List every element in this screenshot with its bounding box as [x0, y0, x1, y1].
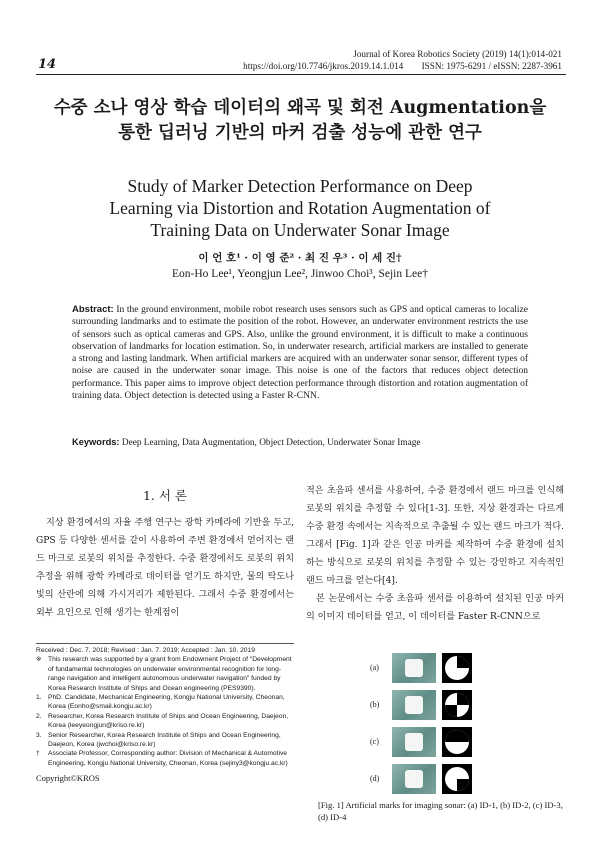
- sonar-image: [392, 690, 436, 720]
- figure-row-b: [370, 689, 500, 720]
- marker-id4-image: [442, 764, 472, 794]
- keywords: [72, 437, 528, 448]
- keywords-label: Keywords:: [72, 437, 120, 447]
- figure-label: (a): [370, 663, 379, 672]
- figure-label: (c): [370, 737, 379, 746]
- received-dates: Received : Dec. 7. 2018; Revised : Jan. 7. 2019; Accepted : Jan. 10. 2019: [36, 647, 255, 654]
- korean-title-line2: 통한 딥러닝 기반의 마커 검출 성능에 관한 연구: [118, 123, 482, 143]
- funding-note: ※ This research was supported by a grant from Endowment Project of "Development of fundamental technologies on underwater environmental recognition for long-range navigation and intelligent autonomous underwater navigation" funded by Korea Research Institute of Ships and Ocean engineering (PES9390).: [36, 656, 292, 692]
- right-column-text: [306, 482, 564, 626]
- affiliation-4: † Associate Professor, Corresponding author: Division of Mechanical & Automotive Engineering, Kongju National University, Cheonan, Korea (sejiny3@kongju.ac.kr): [36, 750, 288, 767]
- affiliation-3: 3. Senior Researcher, Korea Research Institute of Ships and Ocean Engineering, Daejeon, Korea (jwchoi@kriso.re.kr): [36, 731, 281, 749]
- intro-paragraph-1: 지상 환경에서의 자율 주행 연구는 광학 카메라에 기반을 두고, GPS 등 다양한 센서를 같이 사용하여 주변 환경에서 얻어지는 랜드 마크로 로봇의 위치를 추정한다. 수중 환경에서도 로봇의 위치 추정을 위해 광학 카메라로 데이터를 얻기도 하지만, 물의 탁도나 빛의 산란에 의해 가시거리가 제한된다. 그래서 수중 환경에서는 외부 요인으로 인해 생기는 한계점이: [36, 518, 294, 618]
- figure-1: [370, 652, 500, 800]
- footnote-rule: [36, 643, 294, 644]
- abstract-text: In the ground environment, mobile robot research uses sensors such as GPS and optical cameras to localize surrounding landmarks and to estimate the position of the robot. However, an underwater environment restricts the use of sensors such as optical cameras and GPS. Also, unlike the ground environment, it is difficult to make a continuous observation of landmarks for location estimation. So, in underwater research, artificial markers are installed to generate a strong and lasting landmark. When artificial markers are acquired with an underwater sonar sensor, different types of noise are caused in the underwater sonar image. This noise is one of the factors that reduces object detection performance. This paper aims to improve object detection performance through distortion and rotation augmentation of training data. Object detection is detected using a Faster R-CNN.: [72, 305, 528, 402]
- english-title-line2: Learning via Distortion and Rotation Augmentation of: [109, 198, 491, 218]
- figure-label: (b): [370, 700, 380, 709]
- marker-id3-image: [442, 727, 472, 757]
- english-authors: Eon-Ho Lee¹, Yeongjun Lee², Jinwoo Choi³, Sejin Lee†: [172, 268, 428, 280]
- keywords-text: Deep Learning, Data Augmentation, Object Detection, Underwater Sonar Image: [121, 438, 421, 448]
- korean-title: [40, 96, 560, 146]
- figure-caption: [Fig. 1] Artificial marks for imaging sonar: (a) ID-1, (b) ID-2, (c) ID-3, (d) ID-4: [318, 800, 563, 822]
- marker-id2-image: [442, 690, 472, 720]
- doi-issn: https://doi.org/10.7746/jkros.2019.14.1.014 ISSN: 1975-6291 / eISSN: 2287-3961: [243, 61, 562, 71]
- affiliation-1: 1. PhD. Candidate, Mechanical Engineering, Kongju National University, Cheonan, Korea (Eonho@smail.kongju.ac.kr): [36, 694, 285, 711]
- journal-info: Journal of Korea Robotics Society (2019) 14(1):014-021: [353, 49, 562, 59]
- marker-id1-image: [442, 653, 472, 683]
- footnotes: [36, 646, 294, 768]
- figure-row-d: [370, 763, 500, 794]
- figure-row-a: [370, 652, 500, 683]
- intro-paragraph-1-cont: 적은 초음파 센서를 사용하여, 수중 환경에서 랜드 마크를 인식해 로봇의 위치를 추정할 수 있다[1-3]. 또한, 지상 환경과는 다르게 수중 환경 속에서는 지속적으로 추출될 수 있는 랜드 마크가 적다. 그래서 [Fig. 1]과 같은 인공 마커를 제작하여 수중 환경에 설치하는 방식으로 로봇의 위치를 추정할 수 있는 강인하고 지속적인 랜드 마크를 얻는다[4].: [306, 486, 564, 586]
- korean-title-line1: 수중 소나 영상 학습 데이터의 왜곡 및 회전 Augmentation을: [53, 98, 547, 118]
- sonar-image: [392, 764, 436, 794]
- copyright: Copyright©KROS: [36, 773, 100, 783]
- abstract-label: Abstract:: [72, 304, 114, 315]
- english-title-line1: Study of Marker Detection Performance on Deep: [127, 176, 473, 196]
- sonar-image: [392, 727, 436, 757]
- affiliation-2: 2. Researcher, Korea Research Institute of Ships and Ocean Engineering, Daejeon, Korea (leeyeongjun@kriso.re.kr): [36, 712, 289, 730]
- figure-label: (d): [370, 774, 380, 783]
- page-number: 14: [38, 57, 57, 72]
- english-title: [40, 175, 560, 241]
- sonar-image: [392, 653, 436, 683]
- header-rule: [36, 74, 566, 75]
- figure-row-c: [370, 726, 500, 757]
- intro-paragraph-2: 본 논문에서는 수중 초음파 센서를 이용하여 설치된 인공 마커의 이미지 데이터를 얻고, 이 데이터를 Faster R-CNN으로: [306, 594, 564, 622]
- abstract: [72, 304, 528, 402]
- left-column-text: [36, 514, 294, 622]
- korean-authors: 이 언 호¹ · 이 영 준² · 최 진 우³ · 이 세 진†: [198, 252, 402, 264]
- english-title-line3: Training Data on Underwater Sonar Image: [150, 220, 450, 240]
- section-heading-intro: 1. 서 론: [142, 488, 188, 503]
